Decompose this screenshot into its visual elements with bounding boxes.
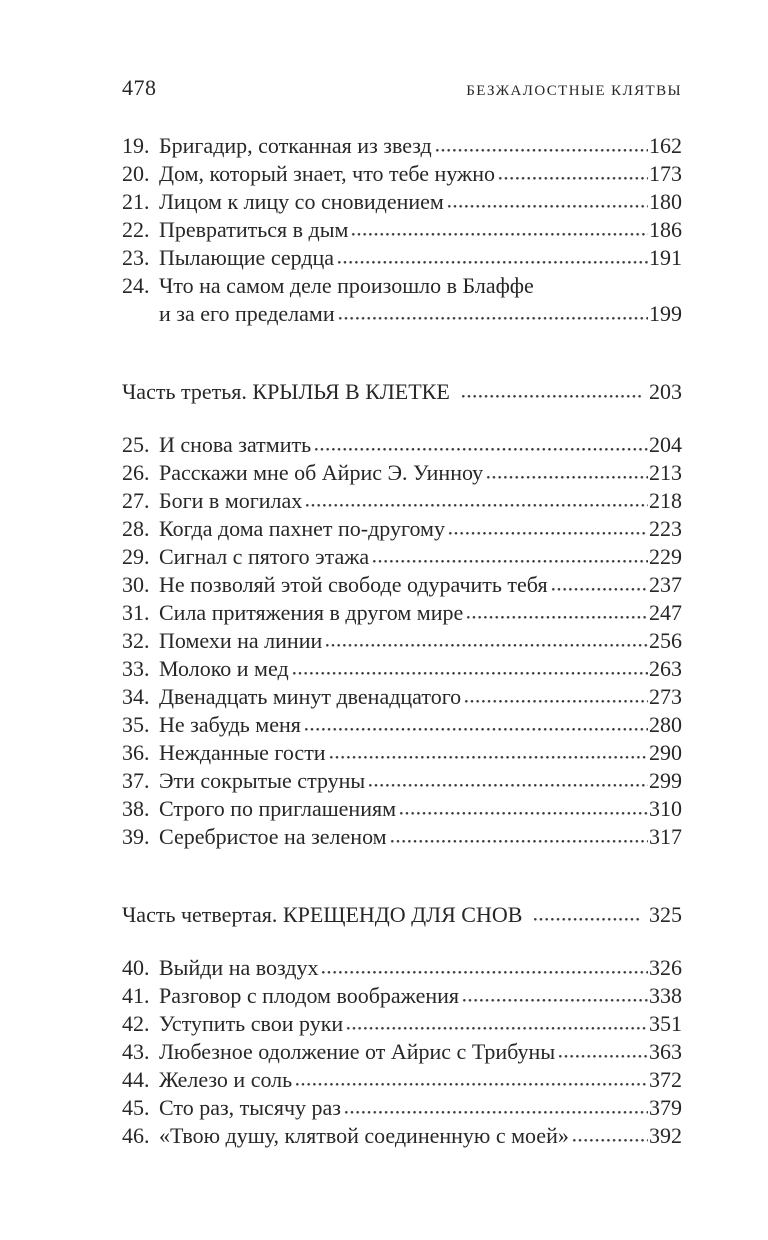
toc-entry-row <box>122 795 682 823</box>
dot-leader <box>448 531 648 536</box>
chapter-number: 40. <box>122 955 150 980</box>
toc-entry-row <box>122 599 682 627</box>
chapter-number: 32. <box>122 628 150 653</box>
dot-leader <box>304 727 648 732</box>
chapter-number: 42. <box>122 1011 150 1036</box>
page-number-folio: 478 <box>122 75 157 100</box>
toc-entry-row <box>122 683 682 711</box>
page-reference: 379 <box>649 1095 682 1120</box>
page-header <box>122 75 682 101</box>
dot-leader <box>325 643 648 648</box>
page-reference: 310 <box>649 796 682 821</box>
chapter-title: Железо и соль <box>159 1067 293 1092</box>
chapter-number: 29. <box>122 544 150 569</box>
toc-entry-row <box>122 982 682 1010</box>
chapter-title: И снова затмить <box>159 432 312 457</box>
toc-entry-row <box>122 515 682 543</box>
toc-entry-continuation-row <box>122 300 682 328</box>
toc-entry-row <box>122 1094 682 1122</box>
page-reference: 325 <box>649 902 682 927</box>
chapter-title: Когда дома пахнет по-другому <box>159 516 445 541</box>
toc-entry-row <box>122 1122 682 1150</box>
page-reference: 273 <box>649 684 682 709</box>
page-reference: 237 <box>649 572 682 597</box>
chapter-number: 26. <box>122 460 150 485</box>
toc-entry-row <box>122 431 682 459</box>
dot-leader <box>329 755 648 760</box>
dot-leader <box>295 1082 648 1087</box>
chapter-title: Эти сокрытые струны <box>159 768 366 793</box>
chapter-number: 41. <box>122 983 150 1008</box>
page-reference: 191 <box>649 245 682 270</box>
toc-entry-row <box>122 1038 682 1066</box>
chapter-title: Сигнал с пятого этажа <box>159 544 370 569</box>
page-reference: 218 <box>649 488 682 513</box>
toc-entry-row <box>122 543 682 571</box>
chapter-title: Строго по приглашениям <box>159 796 397 821</box>
toc-entry-row <box>122 132 682 160</box>
chapter-number: 21. <box>122 189 150 214</box>
chapter-number: 25. <box>122 432 150 457</box>
page-reference: 326 <box>649 955 682 980</box>
page-reference: 317 <box>649 824 682 849</box>
chapter-number: 46. <box>122 1123 150 1148</box>
page-reference: 372 <box>649 1067 682 1092</box>
toc-entry-row <box>122 216 682 244</box>
chapter-title: Помехи на линии <box>159 628 323 653</box>
chapter-number: 43. <box>122 1039 150 1064</box>
dot-leader <box>368 783 648 788</box>
toc-entry-row <box>122 571 682 599</box>
page-reference: 204 <box>649 432 682 457</box>
page-reference: 280 <box>649 712 682 737</box>
chapter-title: Молоко и мед <box>159 656 289 681</box>
toc-entry-row <box>122 487 682 515</box>
chapter-title: Любезное одолжение от Айрис с Трибуны <box>159 1039 556 1064</box>
page-reference: 173 <box>649 161 682 186</box>
toc-entry-row <box>122 272 682 300</box>
toc-entry-row <box>122 244 682 272</box>
chapter-title: Расскажи мне об Айрис Э. Уинноу <box>159 460 484 485</box>
page-reference: 186 <box>649 217 682 242</box>
dot-leader <box>462 998 648 1003</box>
page-reference: 203 <box>649 379 682 404</box>
page-reference: 199 <box>649 301 682 326</box>
chapter-number: 45. <box>122 1095 150 1120</box>
chapter-title: Серебристое на зеленом <box>159 824 387 849</box>
toc-entry-row <box>122 1066 682 1094</box>
chapter-title: Боги в могилах <box>159 488 303 513</box>
chapter-title: Не позволяй этой свободе одурачить тебя <box>159 572 548 597</box>
dot-leader <box>346 1026 648 1031</box>
dot-leader <box>351 232 648 237</box>
page-reference: 392 <box>649 1123 682 1148</box>
dot-leader <box>390 839 648 844</box>
page-reference: 363 <box>649 1039 682 1064</box>
chapter-title-continuation: и за его пределами <box>159 301 335 326</box>
dot-leader <box>314 447 648 452</box>
chapter-number: 23. <box>122 245 150 270</box>
chapter-number: 31. <box>122 600 150 625</box>
dot-leader <box>305 503 648 508</box>
chapter-number: 30. <box>122 572 150 597</box>
chapter-title: Разговор с плодом воображения <box>159 983 460 1008</box>
toc-entry-row <box>122 823 682 851</box>
dot-leader <box>292 671 648 676</box>
page-reference: 180 <box>649 189 682 214</box>
part-heading-row <box>122 378 682 406</box>
page-reference: 290 <box>649 740 682 765</box>
chapter-title: Не забудь меня <box>159 712 301 737</box>
part-heading-row <box>122 901 682 929</box>
page-reference: 223 <box>649 516 682 541</box>
running-title: БЕЗЖАЛОСТНЫЕ КЛЯТВЫ <box>466 83 682 99</box>
page-reference: 247 <box>649 600 682 625</box>
dot-leader <box>321 970 648 975</box>
toc-entry-row <box>122 767 682 795</box>
part-heading-label: Часть четвертая. КРЕЩЕНДО ДЛЯ СНОВ <box>122 902 523 927</box>
dot-leader <box>551 587 648 592</box>
part-heading-label: Часть третья. КРЫЛЬЯ В КЛЕТКЕ <box>122 379 450 404</box>
page-reference: 256 <box>649 628 682 653</box>
dot-leader <box>461 394 641 399</box>
toc <box>122 132 682 1150</box>
dot-leader <box>466 615 648 620</box>
dot-leader <box>399 811 648 816</box>
chapter-number: 33. <box>122 656 150 681</box>
toc-entry-row <box>122 459 682 487</box>
toc-entry-row <box>122 160 682 188</box>
toc-entry-row <box>122 655 682 683</box>
toc-entry-row <box>122 188 682 216</box>
chapter-number: 39. <box>122 824 150 849</box>
page-reference: 162 <box>649 133 682 158</box>
dot-leader <box>558 1054 648 1059</box>
chapter-title: Пылающие сердца <box>159 245 335 270</box>
chapter-number: 36. <box>122 740 150 765</box>
chapter-number: 27. <box>122 488 150 513</box>
toc-entry-row <box>122 954 682 982</box>
chapter-number: 22. <box>122 217 150 242</box>
dot-leader <box>572 1138 648 1143</box>
page-reference: 338 <box>649 983 682 1008</box>
toc-entry-row <box>122 627 682 655</box>
dot-leader <box>435 148 648 153</box>
chapter-title: «Твою душу, клятвой соединенную с моей» <box>159 1123 569 1148</box>
chapter-title: Дом, который знает, что тебе нужно <box>159 161 496 186</box>
page-reference: 351 <box>649 1011 682 1036</box>
dot-leader <box>464 699 648 704</box>
chapter-number: 19. <box>122 133 150 158</box>
chapter-title: Сила притяжения в другом мире <box>159 600 464 625</box>
dot-leader <box>498 176 648 181</box>
page-reference: 213 <box>649 460 682 485</box>
chapter-title: Сто раз, тысячу раз <box>159 1095 341 1120</box>
chapter-title: Выйди на воздух <box>159 955 319 980</box>
dot-leader <box>344 1110 648 1115</box>
dot-leader <box>447 204 648 209</box>
chapter-title: Бригадир, сотканная из звезд <box>159 133 432 158</box>
chapter-number: 24. <box>122 273 150 298</box>
dot-leader <box>372 559 648 564</box>
dot-leader <box>338 316 648 321</box>
toc-entry-row <box>122 739 682 767</box>
page-reference: 263 <box>649 656 682 681</box>
page-reference: 299 <box>649 768 682 793</box>
chapter-title: Двенадцать минут двенадцатого <box>159 684 462 709</box>
chapter-title: Уступить свои руки <box>159 1011 344 1036</box>
chapter-number: 28. <box>122 516 150 541</box>
dot-leader <box>486 475 648 480</box>
chapter-title: Что на самом деле произошло в Блаффе <box>159 273 534 298</box>
chapter-number: 38. <box>122 796 150 821</box>
chapter-title: Лицом к лицу со сновидением <box>159 189 444 214</box>
page-reference: 229 <box>649 544 682 569</box>
toc-entry-row <box>122 711 682 739</box>
chapter-number: 20. <box>122 161 150 186</box>
toc-entry-row <box>122 1010 682 1038</box>
chapter-number: 37. <box>122 768 150 793</box>
chapter-number: 44. <box>122 1067 150 1092</box>
chapter-title: Превратиться в дым <box>159 217 349 242</box>
dot-leader <box>533 917 641 922</box>
chapter-title: Нежданные гости <box>159 740 326 765</box>
chapter-number: 34. <box>122 684 150 709</box>
chapter-number: 35. <box>122 712 150 737</box>
dot-leader <box>337 260 648 265</box>
